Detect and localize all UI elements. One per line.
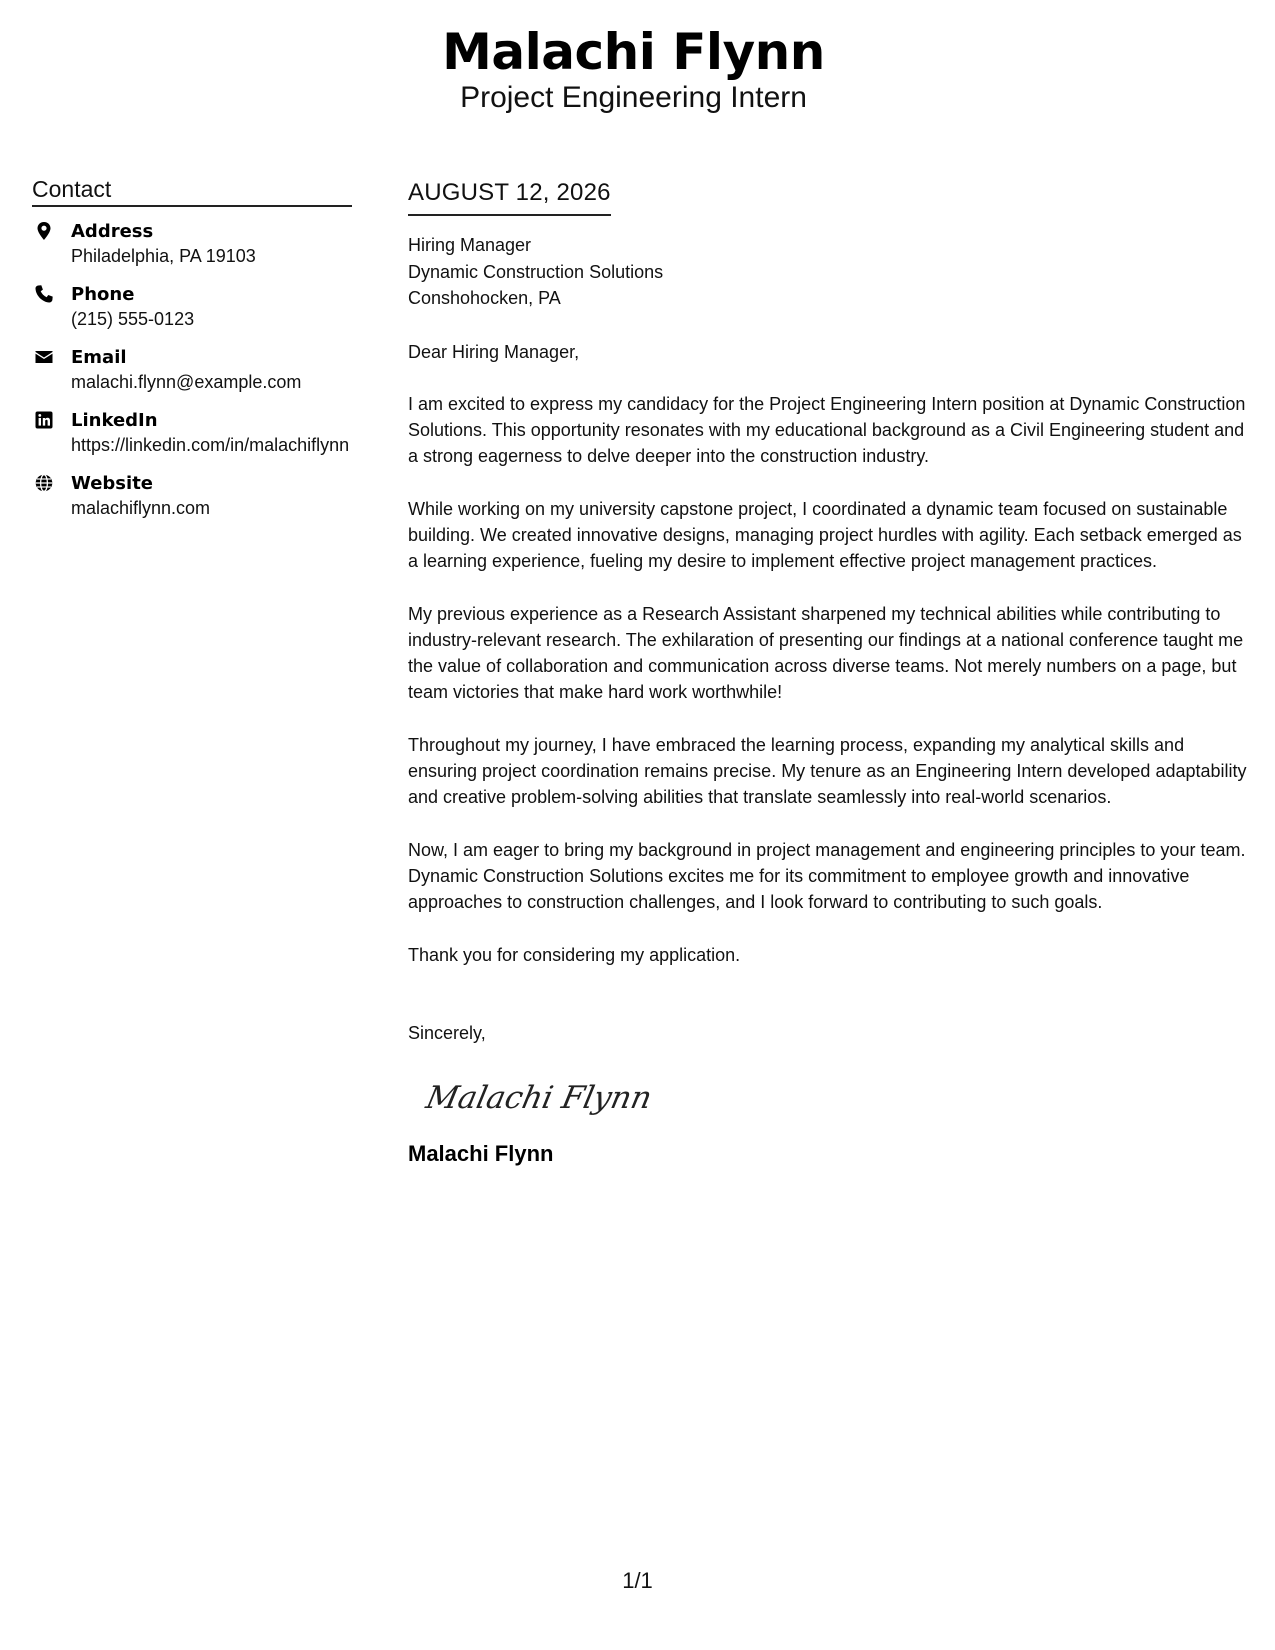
paragraph-2: While working on my university capstone project, I coordinated a dynamic team focused on sustainable building. We created innovative designs, managing project hurdles with agility. Each setback emerged as a learning experience, fueling my desire to implement effective project management practices.	[408, 498, 1242, 572]
applicant-name: Malachi Flynn	[442, 23, 825, 81]
handwritten-signature	[422, 1064, 1248, 1124]
contact-sidebar	[32, 175, 352, 534]
linkedin-label: LinkedIn	[71, 410, 158, 431]
envelope-icon	[34, 347, 54, 367]
contact-heading: Contact	[32, 175, 352, 207]
website-label: Website	[71, 473, 154, 494]
website-value[interactable]: malachiflynn.com	[71, 498, 211, 518]
linkedin-icon	[34, 410, 54, 430]
signature-image	[422, 1064, 662, 1124]
letter-paragraphs	[408, 391, 1248, 968]
page-number: 1/1	[622, 1568, 653, 1593]
contact-email	[32, 345, 352, 395]
recipient-location: Conshohocken, PA	[408, 288, 561, 308]
signature-text: Malachi Flynn	[422, 1080, 655, 1117]
paragraph-1: I am excited to express my candidacy for the Project Engineering Intern position at Dynamic Construction Solutions. This opportunity resonates with my educational background as a Civil Engineering student and a strong eagerness to delve deeper into the construction industry.	[408, 393, 1246, 467]
recipient-company: Dynamic Construction Solutions	[408, 261, 664, 282]
email-label: Email	[71, 347, 127, 368]
contact-address	[32, 219, 352, 269]
letter-date: AUGUST 12, 2026	[408, 178, 611, 216]
contact-phone	[32, 282, 352, 332]
recipient-name: Hiring Manager	[408, 235, 532, 255]
phone-label: Phone	[71, 284, 135, 305]
letter-body	[408, 178, 1248, 1168]
email-value[interactable]: malachi.flynn@example.com	[71, 372, 302, 392]
map-pin-icon	[34, 221, 54, 241]
paragraph-6: Thank you for considering my application.	[408, 944, 741, 965]
globe-icon	[34, 473, 54, 493]
salutation: Dear Hiring Manager,	[408, 341, 580, 362]
address-label: Address	[71, 221, 154, 242]
signed-name: Malachi Flynn	[408, 1141, 554, 1167]
letter-header	[0, 22, 1275, 116]
paragraph-3: My previous experience as a Research Assistant sharpened my technical abilities while contributing to industry-relevant research. The exhilaration of presenting our findings at a national conference taught me the value of collaboration and communication across diverse teams. Not merely numbers on a page, but team victories that make hard work worthwhile!	[408, 603, 1244, 703]
phone-value: (215) 555-0123	[71, 309, 195, 329]
contact-website	[32, 471, 352, 521]
paragraph-4: Throughout my journey, I have embraced the learning process, expanding my analytical skills and ensuring project coordination remains precise. My tenure as an Engineering Intern developed adaptability and creative problem-solving abilities that translate seamlessly into real-world scenarios.	[408, 734, 1247, 808]
recipient-block	[408, 232, 1248, 312]
address-value: Philadelphia, PA 19103	[71, 246, 256, 266]
linkedin-value[interactable]: https://linkedin.com/in/malachiflynn	[71, 435, 350, 455]
phone-icon	[34, 284, 54, 304]
contact-linkedin	[32, 408, 352, 458]
paragraph-5: Now, I am eager to bring my background in project management and engineering principles to your team. Dynamic Construction Solutions excites me for its commitment to employee growth and innovative approaches to construction challenges, and I look forward to contributing to such goals.	[408, 839, 1246, 913]
closing: Sincerely,	[408, 1022, 486, 1043]
applicant-title: Project Engineering Intern	[460, 81, 807, 114]
